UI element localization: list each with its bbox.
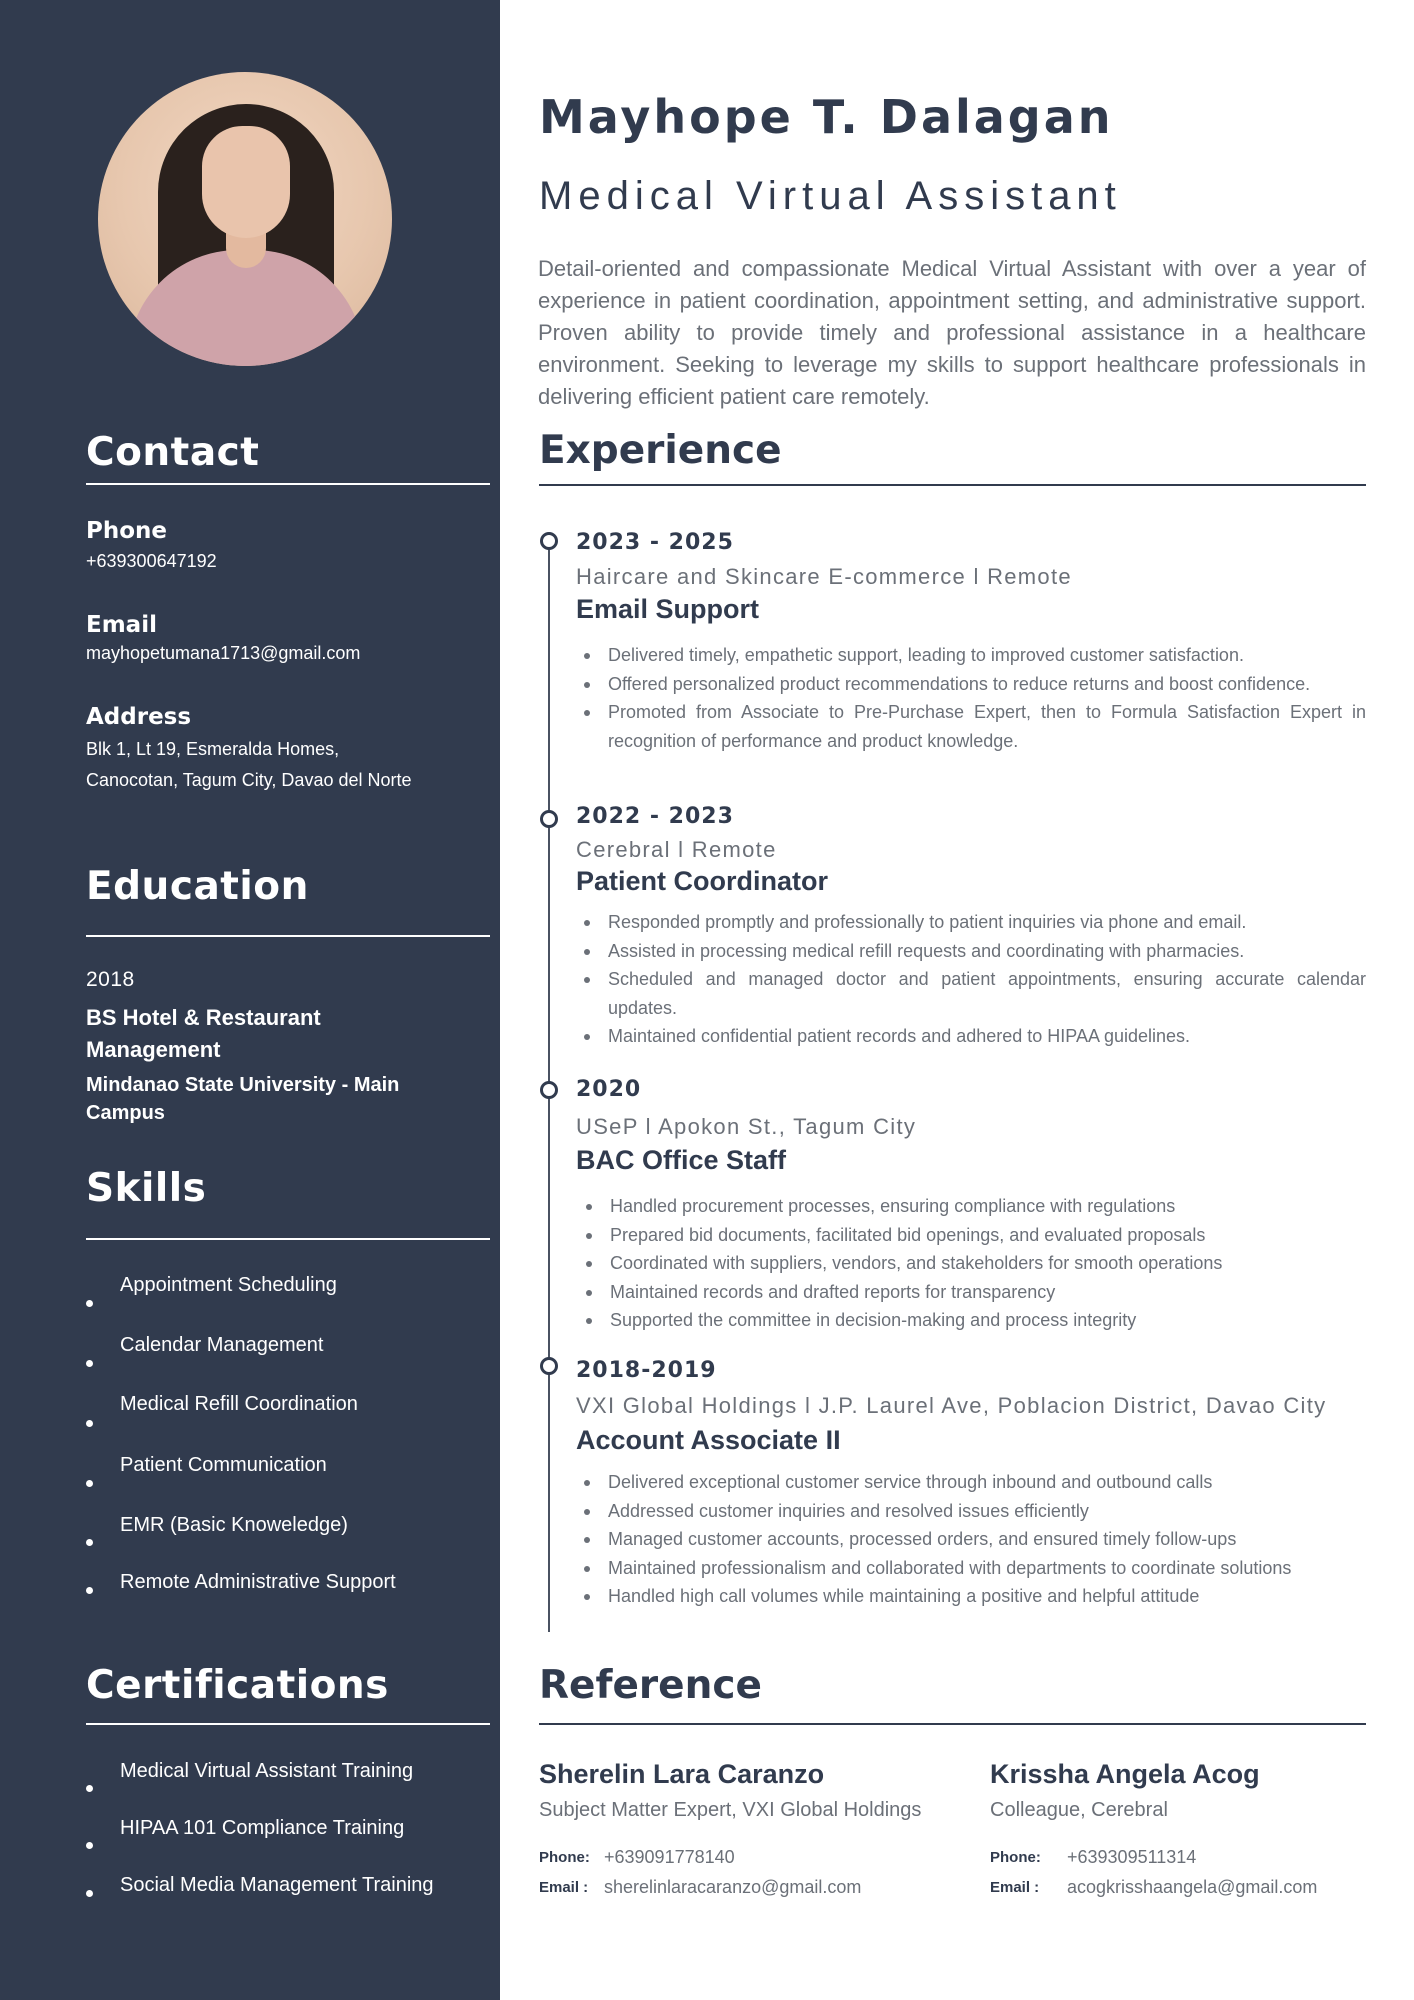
email-value[interactable]: mayhopetumana1713@gmail.com	[86, 643, 361, 663]
skills-heading: Skills	[86, 1166, 207, 1211]
job-bullet: Delivered timely, empathetic support, leading to improved customer satisfaction.	[576, 641, 1366, 670]
certifications-divider	[86, 1723, 490, 1725]
job-bullet: Prepared bid documents, facilitated bid openings, and evaluated proposals	[578, 1221, 1368, 1250]
reference-heading: Reference	[539, 1663, 762, 1708]
candidate-title: Medical Virtual Assistant	[539, 174, 1122, 218]
skills-divider	[86, 1238, 490, 1240]
photo-face	[202, 126, 290, 238]
certifications-list	[86, 1760, 490, 1914]
job-title: BAC Office Staff	[576, 1145, 787, 1175]
job-bullet: Maintained professionalism and collaborated with departments to coordinate solutions	[576, 1554, 1366, 1583]
job-bullet: Coordinated with suppliers, vendors, and stakeholders for smooth operations	[578, 1249, 1368, 1278]
job-bullet: Managed customer accounts, processed orders, and ensured timely follow-ups	[576, 1525, 1366, 1554]
skill-item: Calendar Management	[86, 1334, 490, 1393]
reference-email[interactable]: acogkrisshaangela@gmail.com	[1067, 1877, 1318, 1897]
certification-item: HIPAA 101 Compliance Training	[86, 1817, 490, 1874]
candidate-name: Mayhope T. Dalagan	[539, 90, 1114, 144]
reference-phone-label: Phone:	[990, 1849, 1041, 1866]
job-years: 2023 - 2025	[576, 530, 734, 555]
contact-divider	[86, 483, 490, 485]
job-company: Haircare and Skincare E-commerce l Remote	[576, 564, 1072, 589]
sidebar	[0, 0, 500, 2000]
skill-item: Remote Administrative Support	[86, 1571, 490, 1611]
job-company: VXI Global Holdings l J.P. Laurel Ave, Poblacion District, Davao City	[576, 1393, 1327, 1418]
reference-phone-label: Phone:	[539, 1849, 590, 1866]
certification-item: Medical Virtual Assistant Training	[86, 1760, 490, 1817]
reference-role: Subject Matter Expert, VXI Global Holdings	[539, 1799, 922, 1821]
education-heading: Education	[86, 864, 309, 909]
email-label: Email	[86, 612, 157, 638]
timeline-dot	[540, 810, 558, 828]
timeline-dot	[540, 532, 558, 550]
job-company: Cerebral l Remote	[576, 837, 777, 862]
job-bullets	[576, 1468, 1366, 1611]
job-bullet: Supported the committee in decision-making and process integrity	[578, 1306, 1368, 1335]
certifications-heading: Certifications	[86, 1663, 389, 1708]
timeline-dot	[540, 1357, 558, 1375]
job-bullet: Addressed customer inquiries and resolved issues efficiently	[576, 1497, 1366, 1526]
skill-item: Medical Refill Coordination	[86, 1393, 490, 1454]
reference-divider	[539, 1723, 1366, 1725]
job-bullet: Promoted from Associate to Pre-Purchase Expert, then to Formula Satisfaction Expert in recognition of performance and product knowledge.	[576, 698, 1366, 755]
job-bullet: Handled high call volumes while maintaining a positive and helpful attitude	[576, 1582, 1366, 1611]
job-bullet: Maintained records and drafted reports for transparency	[578, 1278, 1368, 1307]
job-years: 2018-2019	[576, 1358, 717, 1383]
address-value: Blk 1, Lt 19, Esmeralda Homes, Canocotan, Tagum City, Davao del Norte	[86, 739, 412, 790]
reference-name: Krissha Angela Acog	[990, 1759, 1260, 1789]
job-bullets	[578, 1192, 1368, 1335]
education-year: 2018	[86, 968, 135, 991]
education-degree: BS Hotel & Restaurant Management	[86, 1005, 321, 1062]
job-bullet: Responded promptly and professionally to patient inquiries via phone and email.	[576, 908, 1366, 937]
contact-heading: Contact	[86, 430, 260, 475]
job-bullet: Assisted in processing medical refill requests and coordinating with pharmacies.	[576, 937, 1366, 966]
skill-item: EMR (Basic Knoweledge)	[86, 1514, 490, 1571]
profile-photo	[98, 72, 392, 366]
job-bullet: Delivered exceptional customer service through inbound and outbound calls	[576, 1468, 1366, 1497]
skill-item: Patient Communication	[86, 1454, 490, 1514]
main-content	[500, 0, 1414, 2000]
certification-item: Social Media Management Training	[86, 1874, 490, 1914]
job-title: Account Associate II	[576, 1425, 841, 1455]
job-years: 2020	[576, 1077, 642, 1102]
education-school: Mindanao State University - Main Campus	[86, 1074, 400, 1124]
reference-email[interactable]: sherelinlaracaranzo@gmail.com	[604, 1877, 862, 1897]
job-company: USeP l Apokon St., Tagum City	[576, 1114, 917, 1139]
reference-role: Colleague, Cerebral	[990, 1799, 1168, 1821]
experience-heading: Experience	[539, 428, 782, 473]
reference-phone[interactable]: +639091778140	[604, 1847, 735, 1867]
job-bullets	[576, 641, 1366, 755]
job-bullet: Offered personalized product recommendations to reduce returns and boost confidence.	[576, 670, 1366, 699]
skills-list	[86, 1274, 490, 1611]
reference-email-label: Email :	[990, 1879, 1040, 1896]
reference-phone[interactable]: +639309511314	[1067, 1847, 1197, 1867]
experience-divider	[539, 484, 1366, 486]
reference-name: Sherelin Lara Caranzo	[539, 1759, 825, 1789]
job-bullets	[576, 908, 1366, 1051]
education-divider	[86, 935, 490, 937]
phone-value[interactable]: +639300647192	[86, 551, 217, 571]
address-label: Address	[86, 704, 192, 730]
job-bullet: Scheduled and managed doctor and patient appointments, ensuring accurate calendar updates.	[576, 965, 1366, 1022]
profile-summary: Detail-oriented and compassionate Medical Virtual Assistant with over a year of experience in patient coordination, appointment setting, and administrative support. Proven ability to provide timely and professional assistance in a healthcare environment. Seeking to leverage my skills to support healthcare professionals in delivering efficient patient care remotely.	[538, 256, 1366, 409]
reference-email-label: Email :	[539, 1879, 589, 1896]
phone-label: Phone	[86, 518, 168, 544]
skill-item: Appointment Scheduling	[86, 1274, 490, 1334]
job-title: Patient Coordinator	[576, 866, 829, 896]
job-bullet: Handled procurement processes, ensuring compliance with regulations	[578, 1192, 1368, 1221]
timeline-dot	[540, 1081, 558, 1099]
job-title: Email Support	[576, 594, 760, 624]
job-years: 2022 - 2023	[576, 804, 734, 829]
job-bullet: Maintained confidential patient records and adhered to HIPAA guidelines.	[576, 1022, 1366, 1051]
